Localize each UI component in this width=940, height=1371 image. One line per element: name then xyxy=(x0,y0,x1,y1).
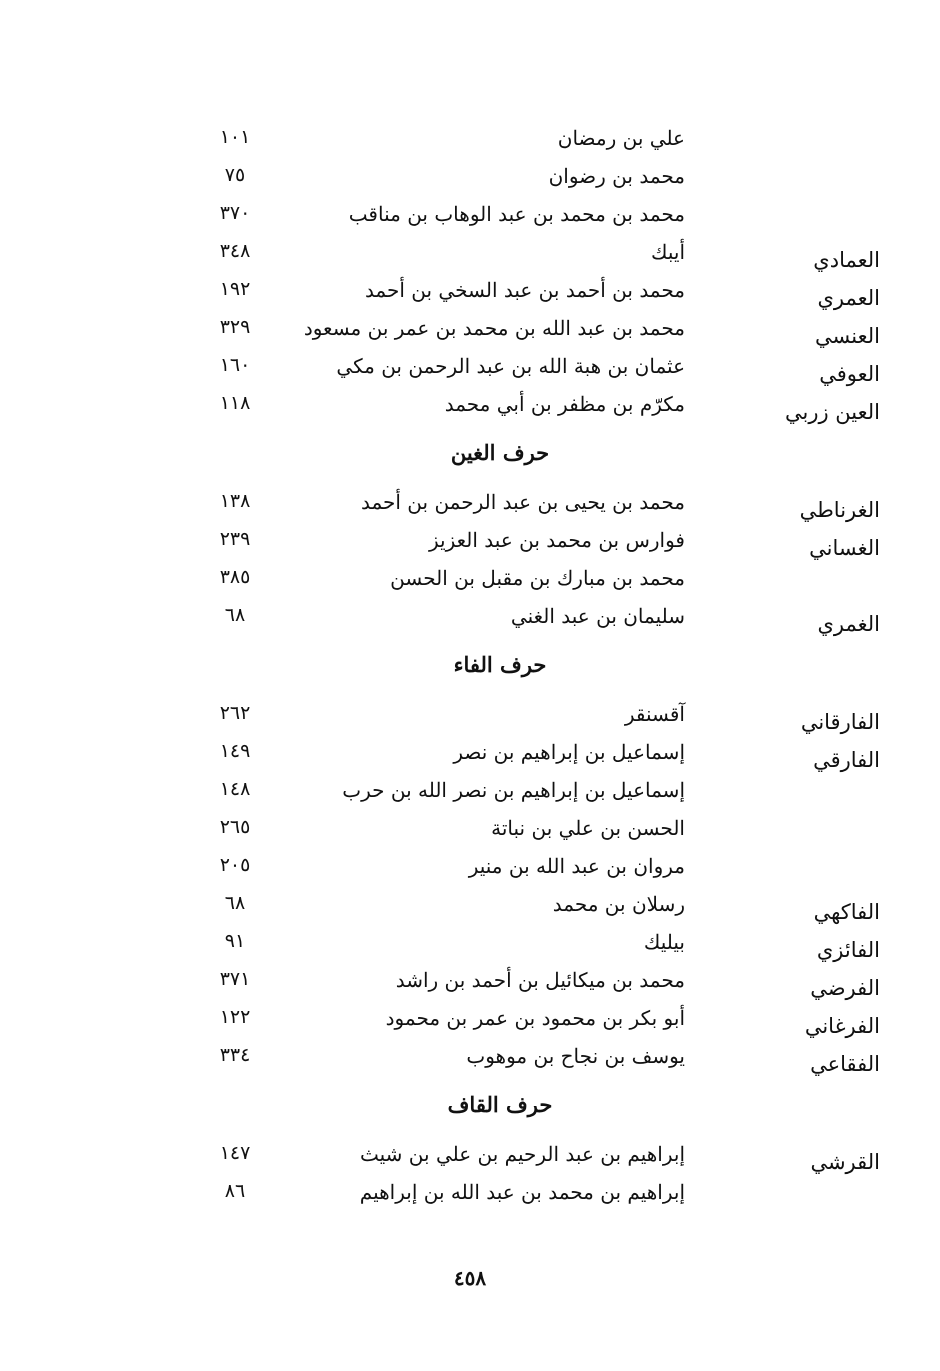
entry-name: مكرّم بن مظفر بن أبي محمد xyxy=(444,392,685,416)
index-entry xyxy=(210,928,880,966)
name-index xyxy=(210,124,880,1216)
index-entry xyxy=(210,276,880,314)
index-entry xyxy=(210,1178,880,1216)
entry-name: عثمان بن هبة الله بن عبد الرحمن بن مكي xyxy=(336,354,685,378)
index-entry xyxy=(210,162,880,200)
entry-page-ref: ٦٨ xyxy=(224,892,246,914)
entry-page-ref: ١٢٢ xyxy=(219,1006,251,1028)
entry-nisba: العوفي xyxy=(819,362,880,386)
entry-nisba: الفارقاني xyxy=(800,710,880,734)
entry-name: محمد بن عبد الله بن محمد بن عمر بن مسعود xyxy=(303,316,685,340)
index-entry xyxy=(210,602,880,640)
index-entry xyxy=(210,1140,880,1178)
entry-nisba: العمادي xyxy=(813,248,880,272)
entry-name: أيبك xyxy=(650,240,685,264)
entry-name: علي بن رمضان xyxy=(557,126,685,150)
entry-name: إبراهيم بن محمد بن عبد الله بن إبراهيم xyxy=(359,1180,685,1204)
section-heading-text: حرف القاف xyxy=(447,1092,553,1117)
entry-page-ref: ٢٦٥ xyxy=(219,816,251,838)
entry-page-ref: ١٦٠ xyxy=(219,354,251,376)
index-entry xyxy=(210,314,880,352)
index-entry xyxy=(210,352,880,390)
entry-name: مروان بن عبد الله بن منير xyxy=(468,854,685,878)
entry-name: محمد بن مبارك بن مقبل بن الحسن xyxy=(390,566,685,590)
entry-page-ref: ١١٨ xyxy=(219,392,251,414)
entry-page-ref: ٢٦٢ xyxy=(219,702,251,724)
entry-nisba: الغمري xyxy=(817,612,880,636)
entry-page-ref: ٢٠٥ xyxy=(219,854,251,876)
index-entry xyxy=(210,814,880,852)
entry-page-ref: ٢٣٩ xyxy=(219,528,251,550)
entry-name: محمد بن أحمد بن عبد السخي بن أحمد xyxy=(364,278,685,302)
entry-nisba: العمري xyxy=(817,286,880,310)
entry-nisba: الفائزي xyxy=(816,938,880,962)
index-entry xyxy=(210,776,880,814)
entry-nisba: الغساني xyxy=(809,536,880,560)
index-entry xyxy=(210,1004,880,1042)
index-entry xyxy=(210,738,880,776)
entry-name: آقسنقر xyxy=(624,702,685,726)
entry-name: أبو بكر بن محمود بن عمر بن محمود xyxy=(385,1006,685,1030)
index-entry xyxy=(210,966,880,1004)
entry-name: بيليك xyxy=(643,930,685,954)
entry-nisba: الفقاعي xyxy=(810,1052,880,1076)
entry-nisba: الغرناطي xyxy=(799,498,880,522)
entry-name: فوارس بن محمد بن عبد العزيز xyxy=(429,528,685,552)
entry-nisba: الفاكهي xyxy=(813,900,880,924)
index-entry xyxy=(210,390,880,428)
entry-nisba: القرشي xyxy=(810,1150,880,1174)
entry-page-ref: ٣٤٨ xyxy=(219,240,251,262)
entry-page-ref: ٣٧٠ xyxy=(219,202,251,224)
section-heading-text: حرف الفاء xyxy=(453,652,547,677)
entry-name: رسلان بن محمد xyxy=(552,892,685,916)
entry-page-ref: ٦٨ xyxy=(224,604,246,626)
entry-name: يوسف بن نجاح بن موهوب xyxy=(466,1044,685,1068)
entry-nisba: العين زربي xyxy=(785,400,880,424)
entry-page-ref: ٧٥ xyxy=(224,164,246,186)
section-heading-qaf xyxy=(210,1080,880,1140)
entry-name: محمد بن محمد بن عبد الوهاب بن مناقب xyxy=(348,202,685,226)
index-entry xyxy=(210,852,880,890)
index-entry xyxy=(210,890,880,928)
entry-nisba: العنسي xyxy=(815,324,880,348)
entry-name: محمد بن ميكائيل بن أحمد بن راشد xyxy=(395,968,685,992)
section-heading-text: حرف الغين xyxy=(450,440,550,465)
entry-page-ref: ٣٢٩ xyxy=(219,316,251,338)
section-heading-fa xyxy=(210,640,880,700)
index-entry xyxy=(210,564,880,602)
index-entry xyxy=(210,488,880,526)
entry-page-ref: ١٤٧ xyxy=(219,1142,251,1164)
entry-name: إسماعيل بن إبراهيم بن نصر xyxy=(453,740,685,764)
entry-page-ref: ١٤٨ xyxy=(219,778,251,800)
index-entry xyxy=(210,700,880,738)
entry-name: الحسن بن علي بن نباتة xyxy=(491,816,685,840)
index-entry xyxy=(210,238,880,276)
index-entry xyxy=(210,200,880,238)
entry-page-ref: ١٣٨ xyxy=(219,490,251,512)
index-entry xyxy=(210,124,880,162)
entry-nisba: الفارقي xyxy=(813,748,880,772)
entry-page-ref: ٩١ xyxy=(224,930,246,952)
page-number: ٤٥٨ xyxy=(453,1266,487,1290)
entry-page-ref: ١٤٩ xyxy=(219,740,251,762)
entry-page-ref: ٣٣٤ xyxy=(219,1044,251,1066)
section-heading-ghayn xyxy=(210,428,880,488)
entry-name: سليمان بن عبد الغني xyxy=(510,604,685,628)
entry-page-ref: ١٠١ xyxy=(219,126,251,148)
entry-nisba: الفرضي xyxy=(810,976,880,1000)
index-entry xyxy=(210,526,880,564)
entry-page-ref: ٨٦ xyxy=(224,1180,246,1202)
entry-name: إبراهيم بن عبد الرحيم بن علي بن شيث xyxy=(360,1142,685,1166)
entry-name: محمد بن رضوان xyxy=(548,164,685,188)
entry-name: محمد بن يحيى بن عبد الرحمن بن أحمد xyxy=(360,490,685,514)
entry-page-ref: ٣٧١ xyxy=(219,968,251,990)
entry-nisba: الفرغاني xyxy=(804,1014,880,1038)
entry-page-ref: ٣٨٥ xyxy=(219,566,251,588)
index-entry xyxy=(210,1042,880,1080)
entry-page-ref: ١٩٢ xyxy=(219,278,251,300)
entry-name: إسماعيل بن إبراهيم بن نصر الله بن حرب xyxy=(342,778,685,802)
